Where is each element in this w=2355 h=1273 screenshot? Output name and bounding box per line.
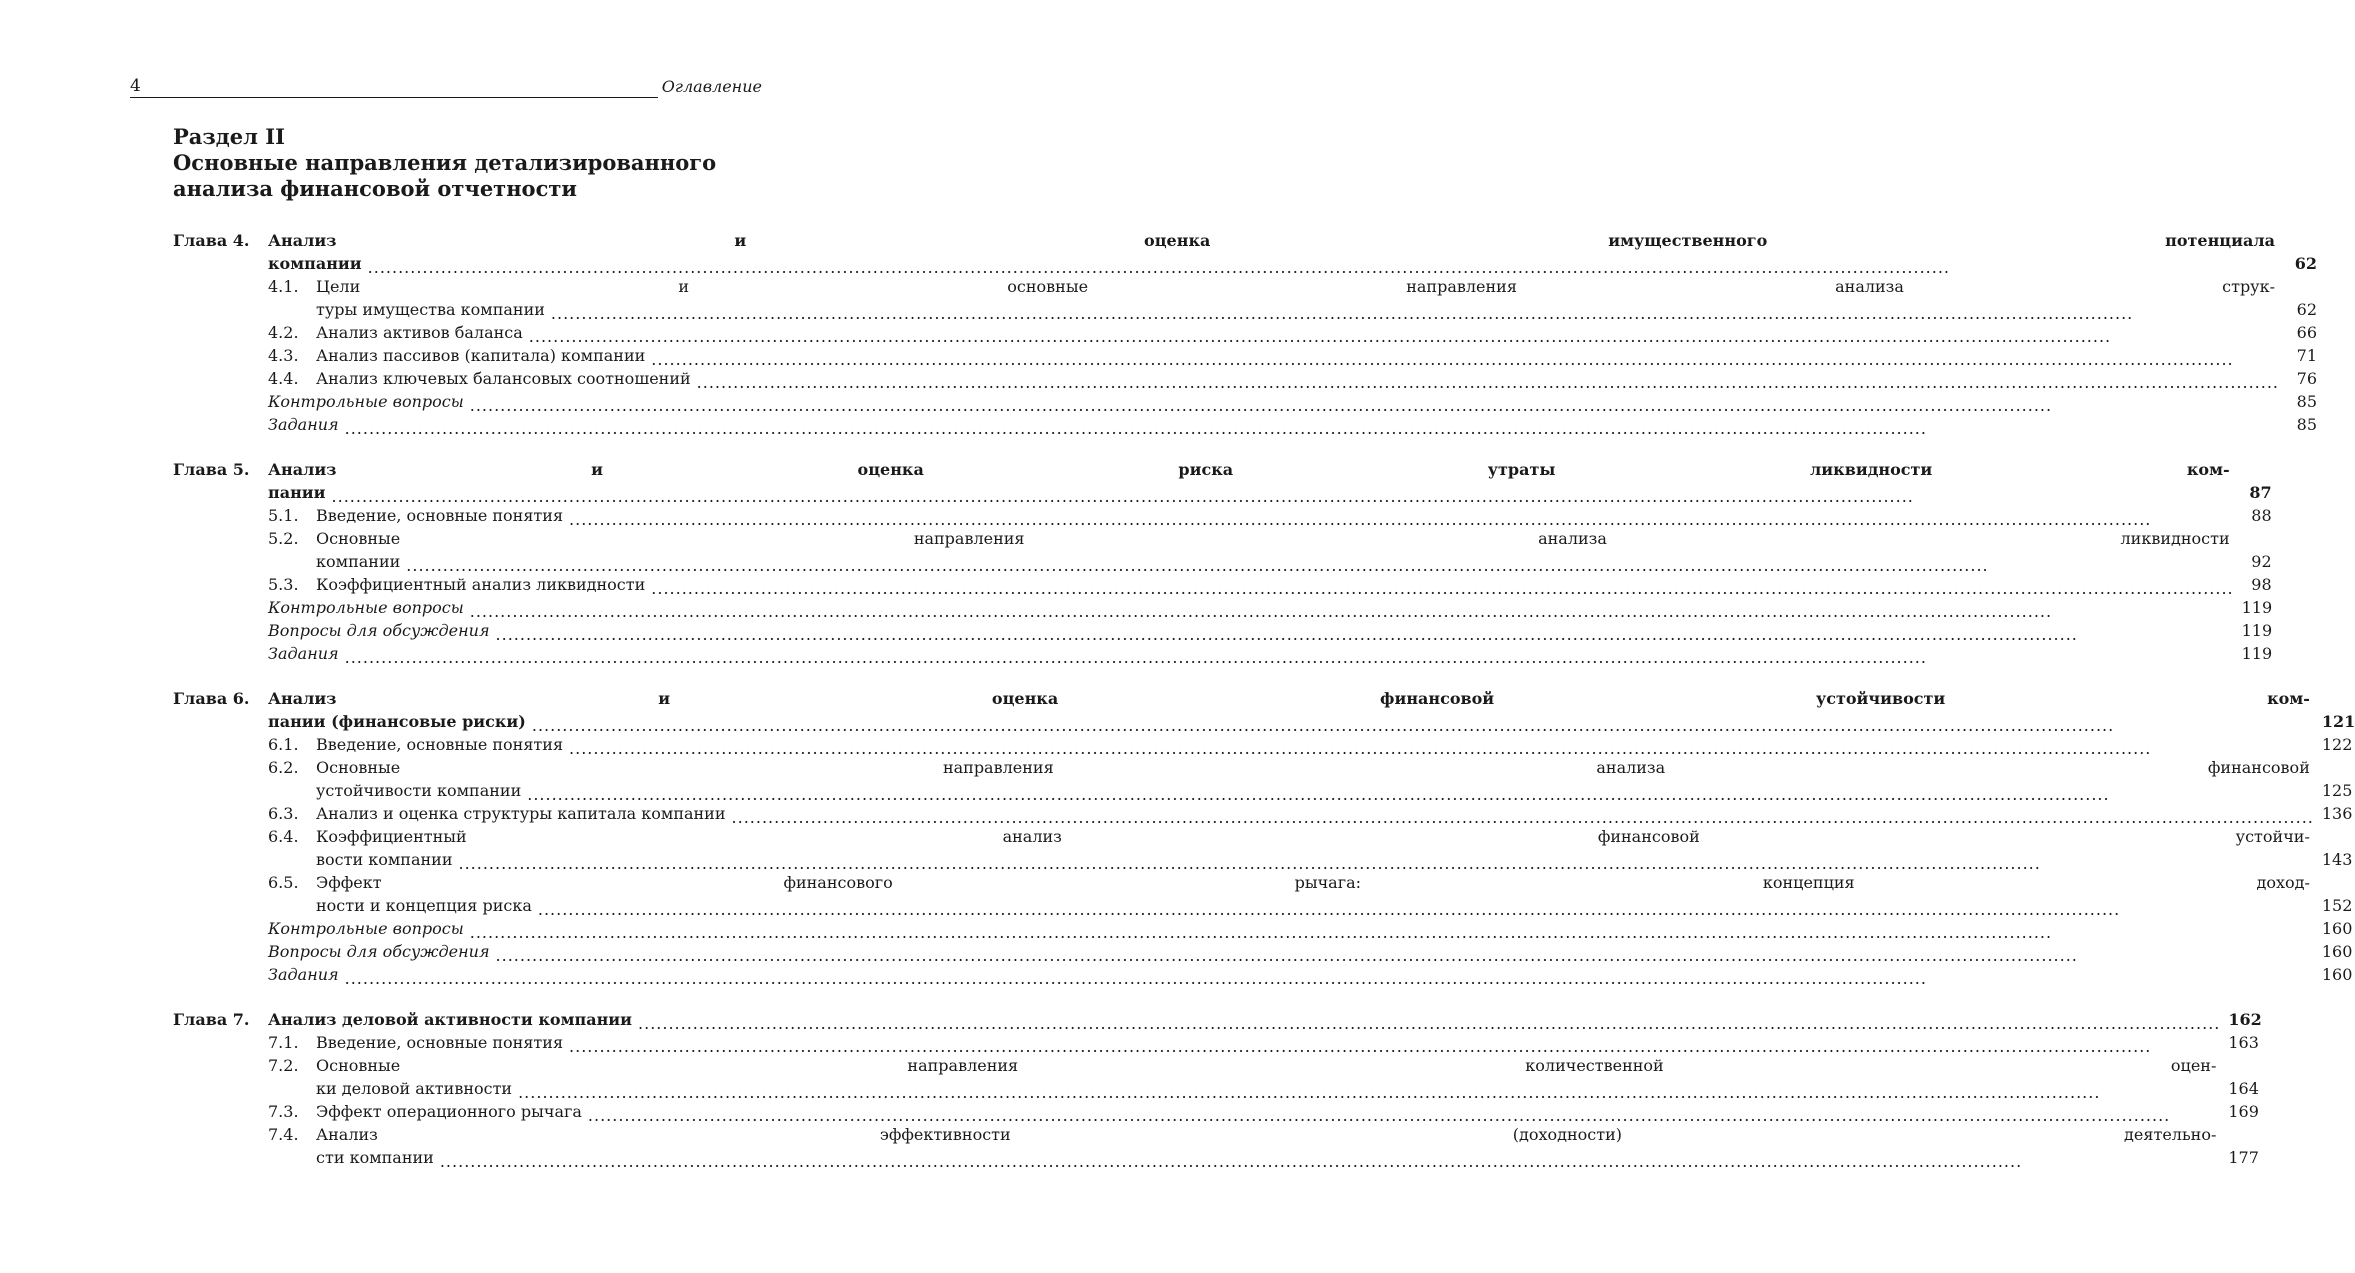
toc-entry-title: Задания [268,644,339,663]
entry-number: 4.1. [268,277,299,296]
entry-title-line: Основные направления анализа ликвидности [316,529,2230,548]
toc-extra[interactable] [268,619,2272,642]
page-ref: 122 [2321,735,2353,754]
toc-entry-title: Контрольные вопросы [268,598,464,617]
dot-leader [651,348,2279,367]
page-ref: 85 [2296,415,2317,434]
toc-line-with-leader [268,252,2317,275]
chapter-title-line: Анализ и оценка имущественного потенциала [268,231,2275,250]
entry-text [316,733,2352,756]
page-ref: 152 [2321,896,2353,915]
toc-line-with-leader [316,733,2352,756]
chapter-block [173,229,2317,436]
entry-text [316,504,2272,527]
toc-entry-title: Вопросы для обсуждения [268,621,490,640]
entry-text [316,527,2272,573]
toc-line-with-leader [316,573,2272,596]
entry-text [316,367,2317,390]
toc-entry-title: компании [268,254,362,273]
page-ref: 164 [2228,1079,2259,1098]
page-ref: 62 [2294,254,2317,273]
page-ref: 143 [2321,850,2353,869]
entry-text [316,573,2272,596]
page-ref: 76 [2296,369,2317,388]
chapter-row [173,229,2317,436]
toc-entry[interactable] [268,504,2272,527]
toc-entry-title: Контрольные вопросы [268,392,464,411]
entry-number: 7.2. [268,1056,299,1075]
entry-title-line: Коэффициентный анализ финансовой устойчи- [316,827,2310,846]
toc-line-with-leader [316,321,2317,344]
chapter-row [173,687,2355,986]
toc-extra[interactable] [268,963,2352,986]
entry-number: 5.2. [268,529,299,548]
toc-entry[interactable] [268,871,2352,917]
entry-number: 5.1. [268,506,299,525]
dot-leader [470,394,2279,413]
entry-title-line: Анализ эффективности (доходности) деятельно- [316,1125,2217,1144]
toc-extra[interactable] [268,390,2317,413]
page-ref: 163 [2228,1033,2259,1052]
toc-entry[interactable] [268,802,2352,825]
toc-entry[interactable] [268,1123,2258,1169]
toc-entry-title: Вопросы для обсуждения [268,942,490,961]
toc-line-with-leader [316,1100,2258,1123]
entry-number: 6.3. [268,804,299,823]
entry-text [316,275,2317,321]
page-ref: 92 [2251,552,2272,571]
dot-leader [527,783,2314,802]
toc-line-with-leader [316,367,2317,390]
entry-title-line: Основные направления анализа финансовой [316,758,2310,777]
toc-line-with-leader [268,710,2355,733]
toc-entry-title: устойчивости компании [316,781,522,800]
dot-leader [529,325,2279,344]
toc-entry[interactable] [268,1031,2258,1054]
page-ref: 121 [2321,712,2355,731]
toc-entry[interactable] [268,527,2272,573]
toc-entry[interactable] [268,756,2352,802]
page-ref: 169 [2228,1102,2259,1121]
toc-extra[interactable] [268,413,2317,436]
chapter-title-line: Анализ и оценка риска утраты ликвидности ком- [268,460,2230,479]
chapter-body [268,229,2317,436]
page-ref: 119 [2241,621,2273,640]
dot-leader [345,646,2234,665]
dot-leader [406,554,2233,573]
chapter-block [173,687,2355,986]
page-ref: 125 [2321,781,2353,800]
toc-entry-title: Анализ ключевых балансовых соотношений [316,369,691,388]
entry-title-line: Эффект финансового рычага: концепция доход- [316,873,2310,892]
toc-extra[interactable] [268,596,2272,619]
entry-text [316,825,2352,871]
page-ref: 119 [2241,598,2273,617]
entry-number: 7.4. [268,1125,299,1144]
dot-leader [569,508,2234,527]
toc-entry-title: компании [316,552,401,571]
toc-entry-title: вости компании [316,850,453,869]
toc-entry-title: Эффект операционного рычага [316,1102,582,1121]
dot-leader [569,1035,2220,1054]
entry-text [316,344,2317,367]
dot-leader [470,921,2314,940]
dot-leader [588,1104,2220,1123]
toc-entry-title: пании (финансовые риски) [268,712,526,731]
page-ref: 160 [2321,965,2353,984]
page-ref: 98 [2251,575,2272,594]
section-number: Раздел II [173,124,285,149]
dot-leader [440,1150,2221,1169]
entry-number: 4.2. [268,323,299,342]
section-title-line-1: Основные направления детализированного [173,150,717,175]
page-ref: 62 [2296,300,2317,319]
page-ref: 177 [2228,1148,2259,1167]
entry-number: 5.3. [268,575,299,594]
toc-entry-title: Анализ деловой активности компании [268,1010,633,1029]
toc-extra[interactable] [268,917,2352,940]
toc-entry-title: Задания [268,415,339,434]
toc-line-with-leader [316,1146,2258,1169]
toc-entry[interactable] [268,321,2317,344]
toc-line-with-leader [316,894,2352,917]
section-title-line-2: анализа финансовой отчетности [173,176,577,201]
page-header [130,76,762,100]
dot-leader [551,302,2279,321]
entry-text [316,802,2352,825]
entry-text [316,871,2352,917]
page-ref: 160 [2321,942,2353,961]
chapter-title-line: Анализ и оценка финансовой устойчивости ком- [268,689,2310,708]
toc-line-with-leader [316,504,2272,527]
toc-entry[interactable] [268,1100,2258,1123]
toc-line-with-leader [316,802,2352,825]
toc-entry-title: Введение, основные понятия [316,735,564,754]
chapter-body [268,687,2355,986]
dot-leader [470,600,2234,619]
dot-leader [538,898,2314,917]
chapter-row [173,1008,2262,1169]
entry-title-line: Цели и основные направления анализа струк- [316,277,2275,296]
toc-entry[interactable] [268,733,2352,756]
toc-entry-title: Контрольные вопросы [268,919,464,938]
dot-leader [732,806,2314,825]
page-ref: 136 [2321,804,2353,823]
toc-entry-title: сти компании [316,1148,434,1167]
toc-line-with-leader [316,1031,2258,1054]
entry-text [316,321,2317,344]
dot-leader [496,944,2314,963]
chapter-label: Глава 7. [173,1010,250,1029]
entry-number: 6.4. [268,827,299,846]
toc-line-with-leader [316,848,2352,871]
dot-leader [651,577,2233,596]
toc-entry-title: Введение, основные понятия [316,1033,564,1052]
header-rule [130,97,658,98]
entry-number: 4.4. [268,369,299,388]
entry-number: 6.1. [268,735,299,754]
toc-line-with-leader [316,550,2272,573]
toc-entry[interactable] [268,367,2317,390]
chapter-label: Глава 6. [173,689,250,708]
entry-text [316,1054,2258,1100]
entry-number: 4.3. [268,346,299,365]
toc-entry[interactable] [268,344,2317,367]
dot-leader [532,714,2314,733]
toc-extra[interactable] [268,642,2272,665]
chapter-row [173,458,2273,665]
dot-leader [638,1012,2220,1031]
toc-line-with-leader [268,481,2272,504]
table-of-contents [173,229,2355,1191]
page-ref: 88 [2251,506,2272,525]
chapter-label: Глава 5. [173,460,250,479]
entry-text [316,1123,2258,1169]
section-heading [173,124,773,202]
toc-entry[interactable] [268,573,2272,596]
entry-title-line: Основные направления количественной оцен- [316,1056,2217,1075]
toc-entry-title: ки деловой активности [316,1079,513,1098]
toc-entry-title: Введение, основные понятия [316,506,564,525]
page-ref: 66 [2296,323,2317,342]
dot-leader [345,417,2279,436]
page-ref: 119 [2241,644,2273,663]
page-ref: 160 [2321,919,2353,938]
toc-entry-title: Анализ и оценка структуры капитала компании [316,804,726,823]
dot-leader [697,371,2279,390]
entry-number: 6.2. [268,758,299,777]
toc-entry-title: Анализ активов баланса [316,323,523,342]
toc-extra[interactable] [268,940,2352,963]
toc-line-with-leader [316,344,2317,367]
entry-number: 7.1. [268,1033,299,1052]
toc-entry-title: ности и концепция риска [316,896,532,915]
page-ref: 85 [2296,392,2317,411]
page-ref: 87 [2249,483,2272,502]
toc-line-with-leader [268,1008,2262,1031]
chapter-body [268,1008,2262,1169]
dot-leader [345,967,2314,986]
running-title: Оглавление [661,77,762,96]
dot-leader [368,256,2279,275]
toc-line-with-leader [316,1077,2258,1100]
entry-text [316,1100,2258,1123]
toc-line-with-leader [316,298,2317,321]
toc-line-with-leader [316,779,2352,802]
toc-entry-title: Задания [268,965,339,984]
dot-leader [332,485,2234,504]
page-number: 4 [130,76,141,96]
toc-entry[interactable] [268,1054,2258,1100]
dot-leader [496,623,2234,642]
chapter-block [173,1008,2262,1169]
dot-leader [458,852,2313,871]
page-ref: 162 [2228,1010,2262,1029]
chapter-body [268,458,2272,665]
entry-text [316,756,2352,802]
entry-text [316,1031,2258,1054]
toc-entry[interactable] [268,275,2317,321]
entry-number: 6.5. [268,873,299,892]
toc-entry-title: пании [268,483,326,502]
dot-leader [518,1081,2220,1100]
toc-entry-title: Анализ пассивов (капитала) компании [316,346,646,365]
toc-entry[interactable] [268,825,2352,871]
toc-entry-title: туры имущества компании [316,300,545,319]
chapter-block [173,458,2273,665]
chapter-label: Глава 4. [173,231,250,250]
page-ref: 71 [2296,346,2317,365]
toc-entry-title: Коэффициентный анализ ликвидности [316,575,646,594]
entry-number: 7.3. [268,1102,299,1121]
dot-leader [569,737,2314,756]
